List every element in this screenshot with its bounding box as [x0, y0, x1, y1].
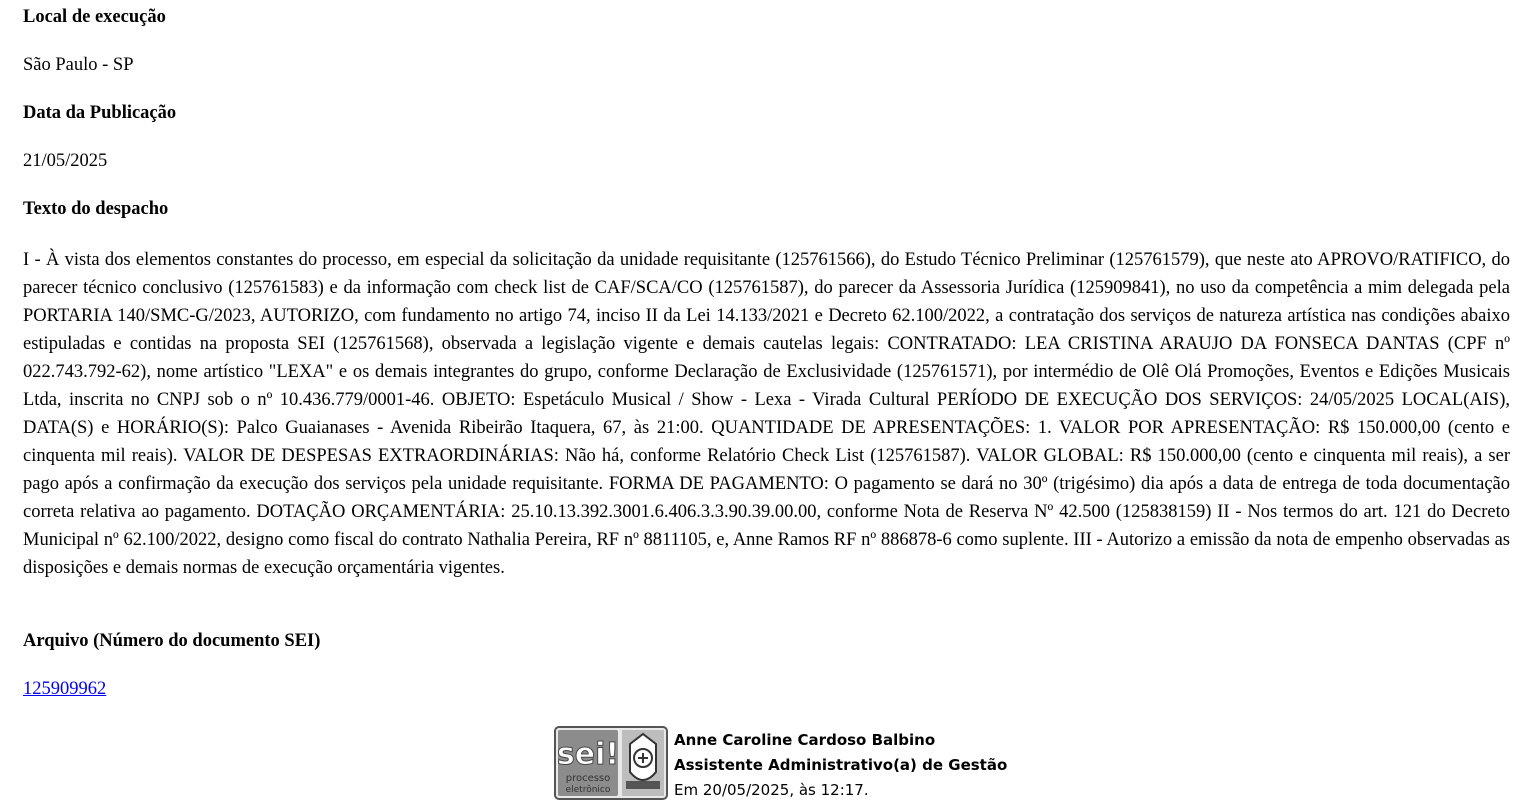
local-execucao-label: Local de execução: [23, 7, 166, 27]
arquivo-document-link[interactable]: 125909962: [23, 679, 107, 699]
signature-date: Em 20/05/2025, às 12:17.: [674, 781, 869, 799]
signature-details: [674, 728, 1007, 803]
arquivo-label: Arquivo (Número do documento SEI): [23, 631, 321, 651]
texto-despacho-value: I - À vista dos elementos constantes do processo, em especial da solicitação da unidade requisitante (125761566), do Estudo Técnico Preliminar (125761579), que neste ato APROVO/RATIFICO, do parecer técnico conclusivo (125761583) e da informação com check list de CAF/SCA/CO (125761587), do parecer da Assessoria Jurídica (125909841), no uso da competência a mim delegada pela PORTARIA 140/SMC-G/2023, AUTORIZO, com fundamento no artigo 74, inciso II da Lei 14.133/2021 e Decreto 62.100/2022, a contratação dos serviços de natureza artística nas condições abaixo estipuladas e contidas na proposta SEI (125761568), observada a legislação vigente e demais cautelas legais: CONTRATADO: LEA CRISTINA ARAUJO DA FONSECA DANTAS (CPF nº 022.743.792-62), nome artístico "LEXA" e os demais integrantes do grupo, conforme Declaração de Exclusividade (125761571), por intermédio de Olê Olá Promoções, Eventos e Edições Musicais Ltda, inscrita no CNPJ sob o nº 10.436.779/0001-46. OBJETO: Espetáculo Musical / Show - Lexa - Virada Cultural PERÍODO DE EXECUÇÃO DOS SERVIÇOS: 24/05/2025 LOCAL(AIS), DATA(S) e HORÁRIO(S): Palco Guaianases - Avenida Ribeirão Itaquera, 67, às 21:00. QUANTIDADE DE APRESENTAÇÕES: 1. VALOR POR APRESENTAÇÃO: R$ 150.000,00 (cento e cinquenta mil reais). VALOR DE DESPESAS EXTRAORDINÁRIAS: Não há, conforme Relatório Check List (125761587). VALOR GLOBAL: R$ 150.000,00 (cento e cinquenta mil reais), a ser pago após a confirmação da execução dos serviços pela unidade requisitante. FORMA DE PAGAMENTO: O pagamento se dará no 30º (trigésimo) dia após a data de entrega de toda documentação correta relativa ao pagamento. DOTAÇÃO ORÇAMENTÁRIA: 25.10.13.392.3001.6.406.3.3.90.39.00.00, conforme Nota de Reserva Nº 42.500 (125838159) II - Nos termos do art. 121 do Decreto Municipal nº 62.100/2022, designo como fiscal do contrato Nathalia Pereira, RF nº 8811105, e, Anne Ramos RF nº 886878-6 como suplente. III - Autorizo a emissão da nota de empenho observadas as disposições e demais normas de execução orçamentária vigentes.: [23, 250, 1510, 578]
seal-text: sei!: [556, 737, 620, 772]
coat-of-arms-icon: [622, 730, 664, 796]
signer-name: Anne Caroline Cardoso Balbino: [674, 731, 936, 749]
data-publicacao-value: 21/05/2025: [23, 151, 108, 171]
signer-role: Assistente Administrativo(a) de Gestão: [674, 756, 1008, 774]
seal-subtext-1: processo: [565, 773, 611, 784]
data-publicacao-label: Data da Publicação: [23, 103, 177, 123]
texto-despacho-label: Texto do despacho: [23, 199, 169, 219]
sei-seal-logo: [554, 726, 668, 800]
seal-subtext-2: eletrônico: [565, 785, 611, 795]
local-execucao-value: São Paulo - SP: [23, 55, 134, 75]
